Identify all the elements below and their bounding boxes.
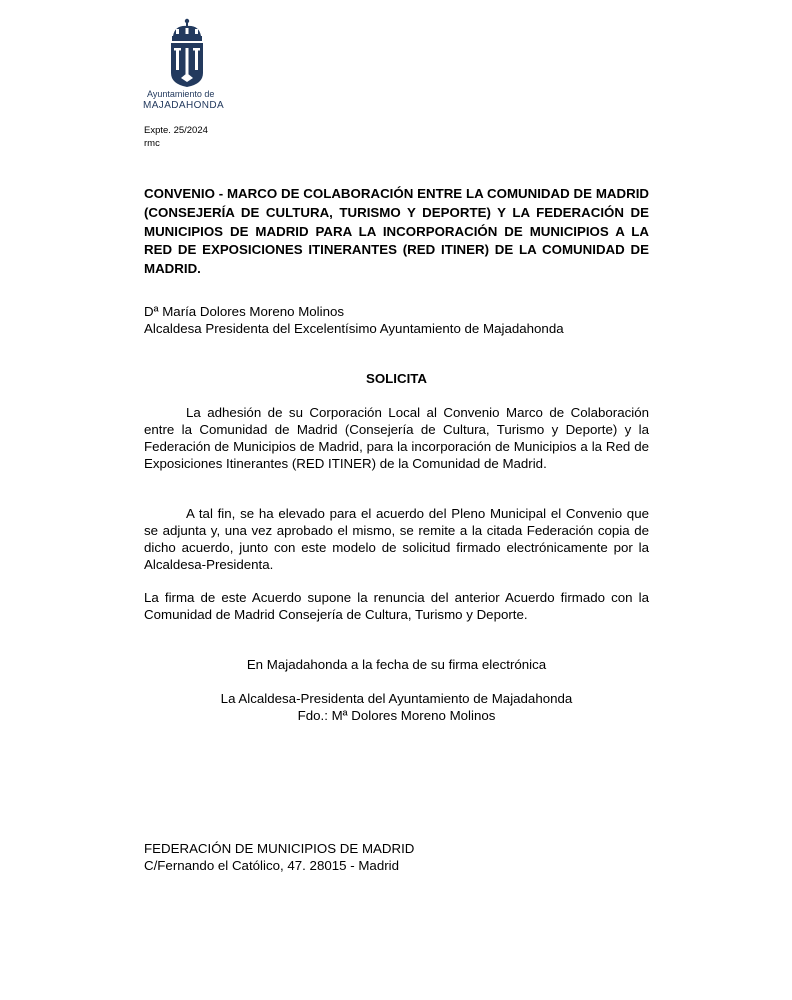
logo-caption-line2: MAJADAHONDA (143, 100, 225, 111)
applicant-position: Alcaldesa Presidenta del Excelentísimo Ayuntamiento de Majadahonda (144, 321, 564, 336)
section-heading: SOLICITA (365, 371, 428, 386)
body-paragraph: A tal fin, se ha elevado para el acuerdo del Pleno Municipal el Convenio que se adjunta y, una vez aprobado el mismo, se remite a la citada Federación copia de dicho acuerdo, junto con este modelo de solicitud firmado electrónicamente por la Alcaldesa-Presidenta. (144, 506, 649, 572)
applicant-name: Dª María Dolores Moreno Molinos (144, 304, 345, 319)
place-date-line: En Majadahonda a la fecha de su firma electrónica (246, 657, 547, 672)
document-title: CONVENIO - MARCO DE COLABORACIÓN ENTRE LA COMUNIDAD DE MADRID (CONSEJERÍA DE CULTURA, TURISMO Y DEPORTE) Y LA FEDERACIÓN DE MUNICIPIOS DE MADRID PARA LA INCORPORACIÓN DE MUNICIPIOS A LA RED DE EXPOSICIONES ITINERANTES (RED ITINER) DE LA COMUNIDAD DE MADRID. (144, 186, 649, 277)
coat-of-arms-icon (167, 18, 207, 88)
municipality-logo (143, 18, 233, 111)
body-paragraph: La firma de este Acuerdo supone la renuncia del anterior Acuerdo firmado con la Comunidad de Madrid Consejería de Cultura, Turismo y Deporte. (144, 590, 649, 622)
body-paragraph: La adhesión de su Corporación Local al Convenio Marco de Colaboración entre la Comunidad de Madrid (Consejería de Cultura, Turismo y Deporte) y la Federación de Municipios de Madrid, para la incorporación de Municipios a la Red de Exposiciones Itinerantes (RED ITINER) de la Comunidad de Madrid. (144, 405, 649, 471)
logo-caption-line1: Ayuntamiento de (147, 89, 215, 99)
signed-by: Fdo.: Mª Dolores Moreno Molinos (297, 708, 496, 723)
author-initials: rmc (144, 138, 160, 149)
recipient-name: FEDERACIÓN DE MUNICIPIOS DE MADRID (144, 841, 415, 856)
recipient-address: C/Fernando el Católico, 47. 28015 - Madrid (144, 858, 399, 873)
file-reference: Expte. 25/2024 (144, 125, 208, 136)
signatory-title: La Alcaldesa-Presidenta del Ayuntamiento de Majadahonda (220, 691, 573, 706)
